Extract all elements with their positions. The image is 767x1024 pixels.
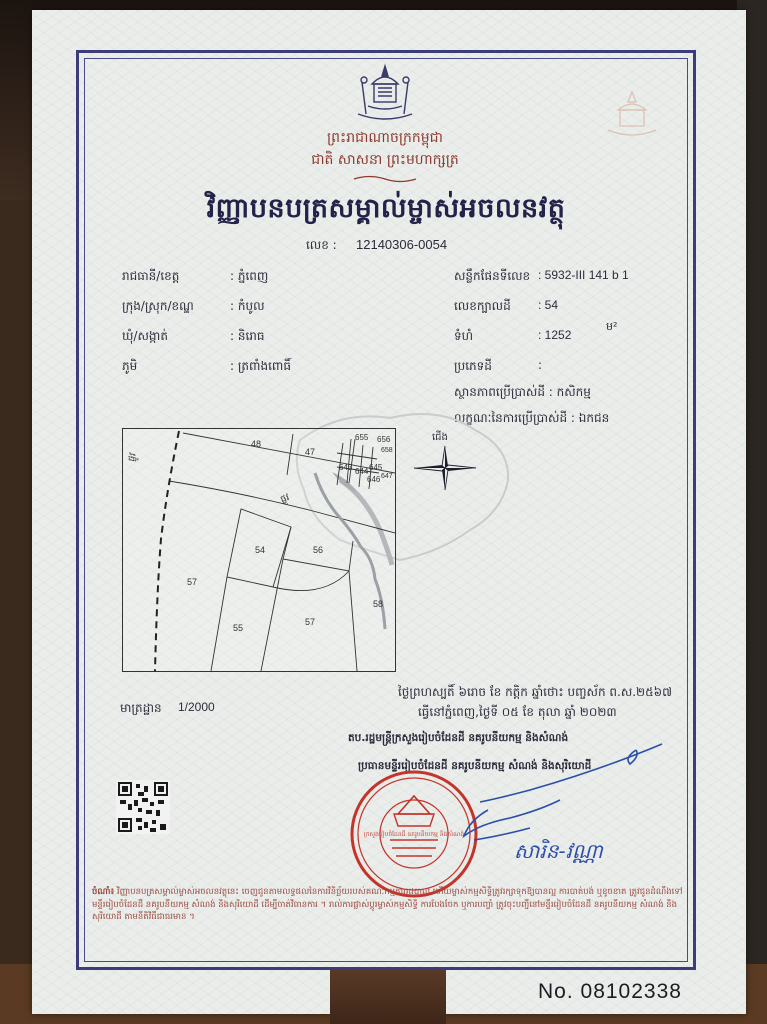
parcel-label: 47	[305, 447, 316, 457]
village-label: ភូមិ	[122, 359, 138, 373]
commune-value: : និរោធ	[230, 329, 265, 343]
solar-date: ធ្វើនៅភ្នំពេញ,ថ្ងៃទី ០៥ ខែ តុលា ឆ្នាំ ២០២៣	[418, 705, 617, 719]
notes-body: វិញ្ញាបនបត្រសម្គាល់ម្ចាស់អចលនវត្ថុនេះ ចេញជូនតាមលទ្ធផលនៃការវិនិច្ឆ័យរបស់គណៈកម្មការរដ្ឋបាល ហើយម្ចាស់កម្មសិទ្ធិត្រូវរក្សាទុកឱ្យបានល្អ ការបាត់បង់ ឬខូចខាត ត្រូវជូនដំណឹងទៅមន្ទីររៀបចំដែនដី នគរូបនីយកម្ម សំណង់ និងសុរិយោដី ដើម្បីចាត់វិធានការ ។ រាល់ការផ្លាស់ប្ដូរម្ចាស់កម្មសិទ្ធិ ការបែងចែក ឬការបញ្ចាំ ត្រូវចុះបញ្ជីនៅមន្ទីររៀបចំដែនដី នគរូបនីយកម្ម សំណង់ និងសុរិយោដី តាមនីតិវិធីជាធរមាន ។	[92, 887, 683, 922]
land-use-status: ស្ថានភាពប្រើប្រាស់ដី : កសិកម្ម	[454, 385, 591, 399]
map-sheet-label: សន្លឹកផែនទីលេខ	[454, 269, 531, 283]
cadastral-map	[122, 428, 396, 672]
parcel-label: 643	[339, 463, 353, 472]
north-label: ជើង	[432, 432, 448, 443]
kingdom-text: ព្រះរាជាណាចក្រកម្ពុជា	[326, 130, 443, 146]
village-value: : ត្រពាំងពោធិ៍	[230, 359, 291, 373]
province-value: : ភ្នំពេញ	[230, 269, 269, 283]
signatory-name: សារិន-វណ្ណា	[514, 839, 603, 863]
parcel-label: 54	[255, 545, 266, 555]
parcel-label: 658	[381, 447, 393, 454]
parcel-label: 645	[369, 463, 383, 472]
coat-of-arms-icon	[352, 62, 418, 124]
parcel-label: 48	[251, 439, 262, 449]
qr-code-icon	[116, 780, 170, 834]
land-type-label: ប្រភេទដី	[454, 359, 492, 373]
watermark-icon	[600, 88, 664, 138]
motto-text: ជាតិ សាសនា ព្រះមហាក្សត្រ	[311, 152, 459, 168]
certificate-number: 12140306-0054	[356, 237, 448, 252]
serial-number: No. 08102338	[538, 980, 682, 1003]
parcel-label: 655	[355, 433, 369, 442]
scale-label: មាត្រដ្ឋាន	[120, 701, 162, 715]
road-label: ផ្លូវ	[279, 492, 291, 506]
parcel-label: 656	[377, 435, 391, 444]
commune-label: ឃុំ/សង្កាត់	[122, 329, 168, 343]
page-title: វិញ្ញាបនបត្រសម្គាល់ម្ចាស់អចលនវត្ថុ	[206, 193, 566, 224]
parcel-label: 57	[305, 617, 316, 627]
parcel-label: 646	[367, 475, 381, 484]
area-label: ទំហំ	[454, 329, 474, 343]
parcel-label: 647	[381, 473, 393, 480]
map-sheet-value: : 5932-III 141 b 1	[538, 268, 629, 282]
land-use-type: លក្ខណៈនៃការប្រើប្រាស់ដី : ឯកជន	[454, 411, 610, 425]
parcel-label: 58	[373, 599, 384, 609]
parcel-number-label: លេខក្បាលដី	[454, 299, 511, 313]
compass-rose-icon	[412, 442, 478, 494]
province-label: រាជធានី/ខេត្ត	[122, 269, 180, 283]
district-value: : កំបូល	[230, 299, 265, 313]
number-label: លេខ :	[306, 238, 337, 252]
parcel-label: 56	[313, 545, 324, 555]
district-label: ក្រុង/ស្រុក/ខណ្ឌ	[122, 299, 194, 313]
signatory-title-2: ប្រធានមន្ទីររៀបចំដែនដី នគរូបនីយកម្ម សំណង់ និងសុរិយោដី	[358, 760, 592, 772]
notes-heading: ចំណាំ៖	[92, 887, 115, 897]
scale-value: 1/2000	[178, 700, 215, 714]
parcel-number-value: : 54	[538, 298, 559, 312]
road-label: ផ្លូវ	[126, 451, 139, 463]
land-type-value: :	[538, 358, 543, 372]
area-unit: ម²	[606, 320, 618, 333]
parcel-label: 55	[233, 623, 244, 633]
leather-strap	[330, 968, 446, 1024]
seal-text: ក្រសួងរៀបចំដែនដី នគរូបនីយកម្ម និងសំណង់	[363, 831, 465, 838]
notes-block	[92, 886, 688, 948]
area-value: : 1252	[538, 328, 572, 342]
parcel-label: 57	[187, 577, 198, 587]
lunar-date: ថ្ងៃព្រហស្បតិ៍ ៦រោច ខែ កត្តិក ឆ្នាំថោះ បញ្ចស័ក ព.ស.២៥៦៧	[398, 685, 672, 699]
ornament-divider	[352, 174, 418, 184]
signatory-title-1: តប.រដ្ឋមន្ត្រីក្រសួងរៀបចំដែនដី នគរូបនីយកម្ម និងសំណង់	[348, 732, 569, 744]
parcel-label: 644	[355, 467, 369, 476]
